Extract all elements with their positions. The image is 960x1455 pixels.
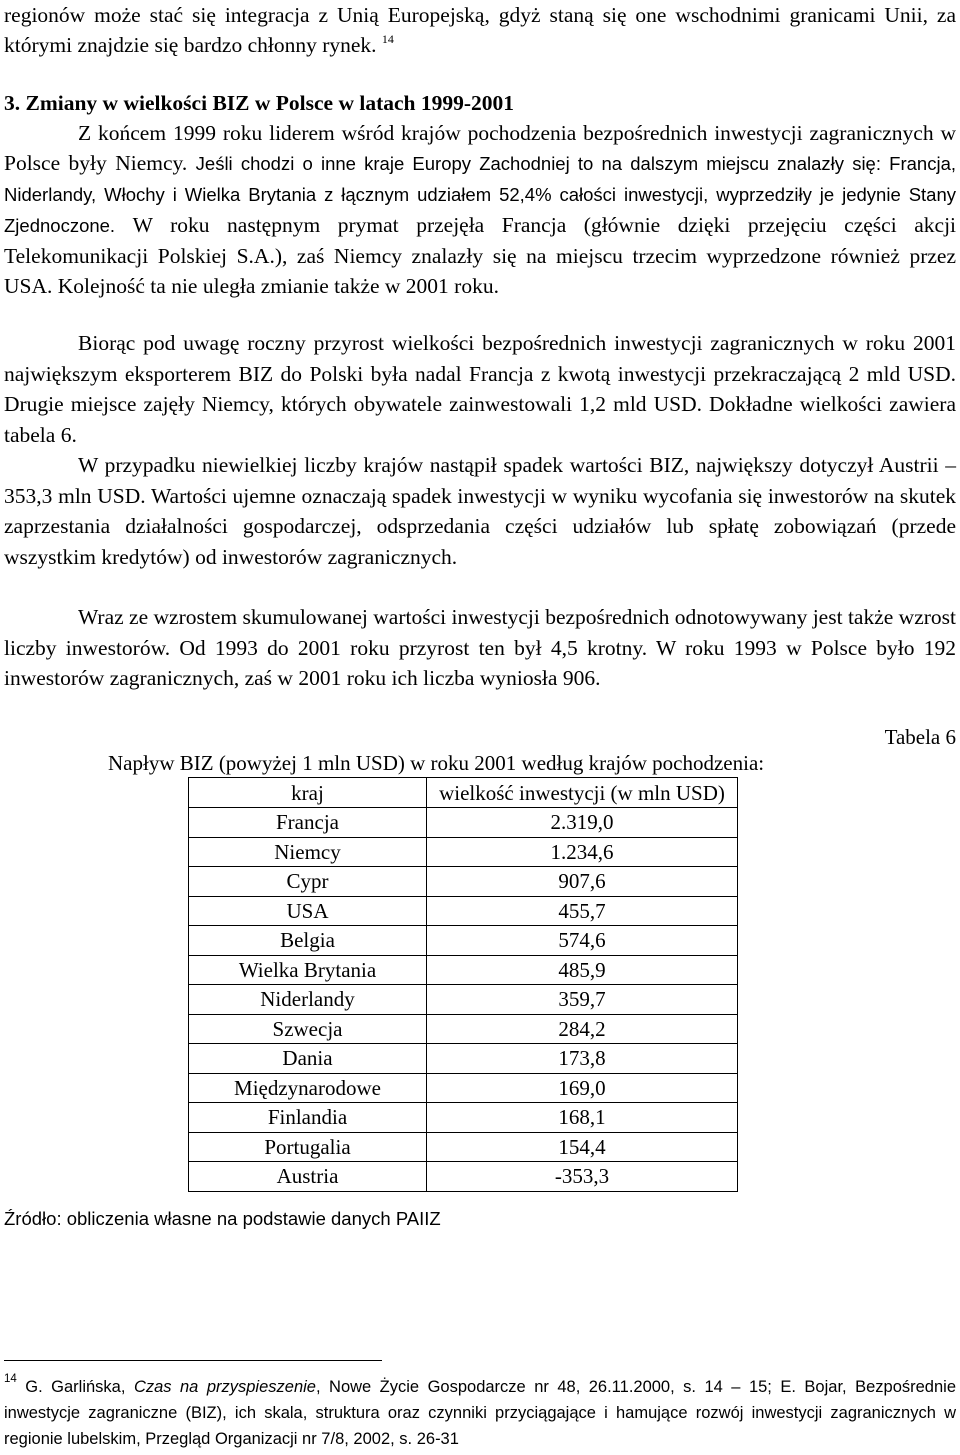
cell-value: 907,6 — [427, 867, 738, 897]
paragraph-intro-text: regionów może stać się integracja z Unią Europejską, gdyż staną się one wschodnimi granicami Unii, za którymi znajdzie się bardzo chłonny rynek. — [4, 3, 956, 57]
table-row — [189, 1073, 738, 1103]
paragraph-leaders-part1: Z końcem 1999 roku liderem wśród krajów pochodzenia bezpośrednich inwestycji zagranicznych w Polsce były Niemcy. — [4, 121, 956, 175]
cell-value: 154,4 — [427, 1132, 738, 1162]
table-row — [189, 1103, 738, 1133]
cell-value: 455,7 — [427, 896, 738, 926]
cell-country: Dania — [189, 1044, 427, 1074]
table-row — [189, 955, 738, 985]
table-row — [189, 985, 738, 1015]
cell-value: 2.319,0 — [427, 808, 738, 838]
table-header-row — [189, 778, 738, 808]
table-row — [189, 926, 738, 956]
cell-value: 284,2 — [427, 1014, 738, 1044]
table-row — [189, 1132, 738, 1162]
cell-country: Międzynarodowe — [189, 1073, 427, 1103]
cell-value: -353,3 — [427, 1162, 738, 1192]
cell-value: 169,0 — [427, 1073, 738, 1103]
cell-country: Portugalia — [189, 1132, 427, 1162]
cell-value: 173,8 — [427, 1044, 738, 1074]
footnote-cited-title: Czas na przyspieszenie — [133, 1378, 316, 1396]
footnote-text-rest: , Nowe Życie Gospodarcze nr 48, 26.11.2000, s. 14 – 15; E. Bojar, Bezpośrednie inwestycje zagraniczne (BIZ), ich skala, struktura oraz czynniki przyciągające i hamujące rozwój inwestycji zagranicznych w regionie lubelskim, Przegląd Organizacji nr 7/8, 2002, s. 26-31 — [4, 1378, 956, 1448]
cell-value: 359,7 — [427, 985, 738, 1015]
paragraph-leaders — [4, 118, 956, 301]
paragraph-investor-count: Wraz ze wzrostem skumulowanej wartości inwestycji bezpośrednich odnotowywany jest także wzrost liczby inwestorów. Od 1993 do 2001 roku przyrost ten był 4,5 krotny. W roku 1993 w Polsce było 192 inwestorów zagranicznych, zaś w 2001 roku ich liczba wyniosła 906. — [4, 605, 956, 690]
table-row — [189, 867, 738, 897]
paragraph-leaders-part3: W roku następnym prymat przejęła Francja (głównie dzięki przejęciu części akcji Telekomunikacji Polskiej S.A.), zaś Niemcy znalazły się na miejscu trzecim wyprzedzone również przez USA. Kolejność ta nie uległa zmianie także w 2001 roku. — [4, 213, 957, 298]
table-row — [189, 808, 738, 838]
cell-value: 168,1 — [427, 1103, 738, 1133]
cell-country: Belgia — [189, 926, 427, 956]
table-row — [189, 837, 738, 867]
column-header-value: wielkość inwestycji (w mln USD) — [427, 778, 738, 808]
cell-country: Cypr — [189, 867, 427, 897]
paragraph-decline: W przypadku niewielkiej liczby krajów nastąpił spadek wartości BIZ, największy dotyczył Austrii – 353,3 mln USD. Wartości ujemne oznaczają spadek inwestycji w wyniku wycofania się inwestorów na skutek zaprzestania działalności gospodarczej, odsprzedania części udziałów lub spłatę zobowiązań (przede wszystkim kredytów) od inwestorów zagranicznych. — [4, 453, 956, 569]
cell-country: Niemcy — [189, 837, 427, 867]
footnote-divider — [4, 1360, 382, 1361]
cell-value: 574,6 — [427, 926, 738, 956]
table-row — [189, 1014, 738, 1044]
cell-country: Szwecja — [189, 1014, 427, 1044]
table-caption: Napływ BIZ (powyżej 1 mln USD) w roku 2001 według krajów pochodzenia: — [108, 751, 765, 775]
footnote-reference[interactable]: 14 — [381, 32, 394, 46]
footnote-number: 14 — [4, 1373, 17, 1385]
column-header-country: kraj — [189, 778, 427, 808]
cell-value: 1.234,6 — [427, 837, 738, 867]
cell-country: USA — [189, 896, 427, 926]
cell-country: Niderlandy — [189, 985, 427, 1015]
table-source: Źródło: obliczenia własne na podstawie danych PAIIZ — [4, 1208, 441, 1229]
cell-country: Wielka Brytania — [189, 955, 427, 985]
cell-value: 485,9 — [427, 955, 738, 985]
table-row — [189, 1162, 738, 1192]
section-heading: 3. Zmiany w wielkości BIZ w Polsce w latach 1999-2001 — [4, 91, 515, 115]
fdi-table — [188, 777, 738, 1192]
table-row — [189, 1044, 738, 1074]
cell-country: Finlandia — [189, 1103, 427, 1133]
paragraph-intro — [4, 0, 956, 60]
paragraph-leaders-part2: Jeśli chodzi o inne kraje Europy Zachodniej to na dalszym miejscu znalazły się: Francja, Niderlandy, Włochy i Wielka Brytania z łącznym udziałem 52,4% całości inwestycji, wyprzedziły je jedynie Stany Zjednoczone. — [4, 153, 956, 236]
paragraph-annual-growth: Biorąc pod uwagę roczny przyrost wielkości bezpośrednich inwestycji zagranicznych w roku 2001 największym eksporterem BIZ do Polski była nadal Francja z kwotą inwestycji przekraczającą 2 mld USD. Drugie miejsce zajęły Niemcy, których obywatele zainwestowali 1,2 mld USD. Dokładne wielkości zawiera tabela 6. — [4, 331, 956, 447]
cell-country: Francja — [189, 808, 427, 838]
table-label: Tabela 6 — [884, 725, 956, 749]
table-row — [189, 896, 738, 926]
cell-country: Austria — [189, 1162, 427, 1192]
footnote — [4, 1374, 956, 1452]
footnote-text-start: G. Garlińska, — [25, 1378, 126, 1396]
